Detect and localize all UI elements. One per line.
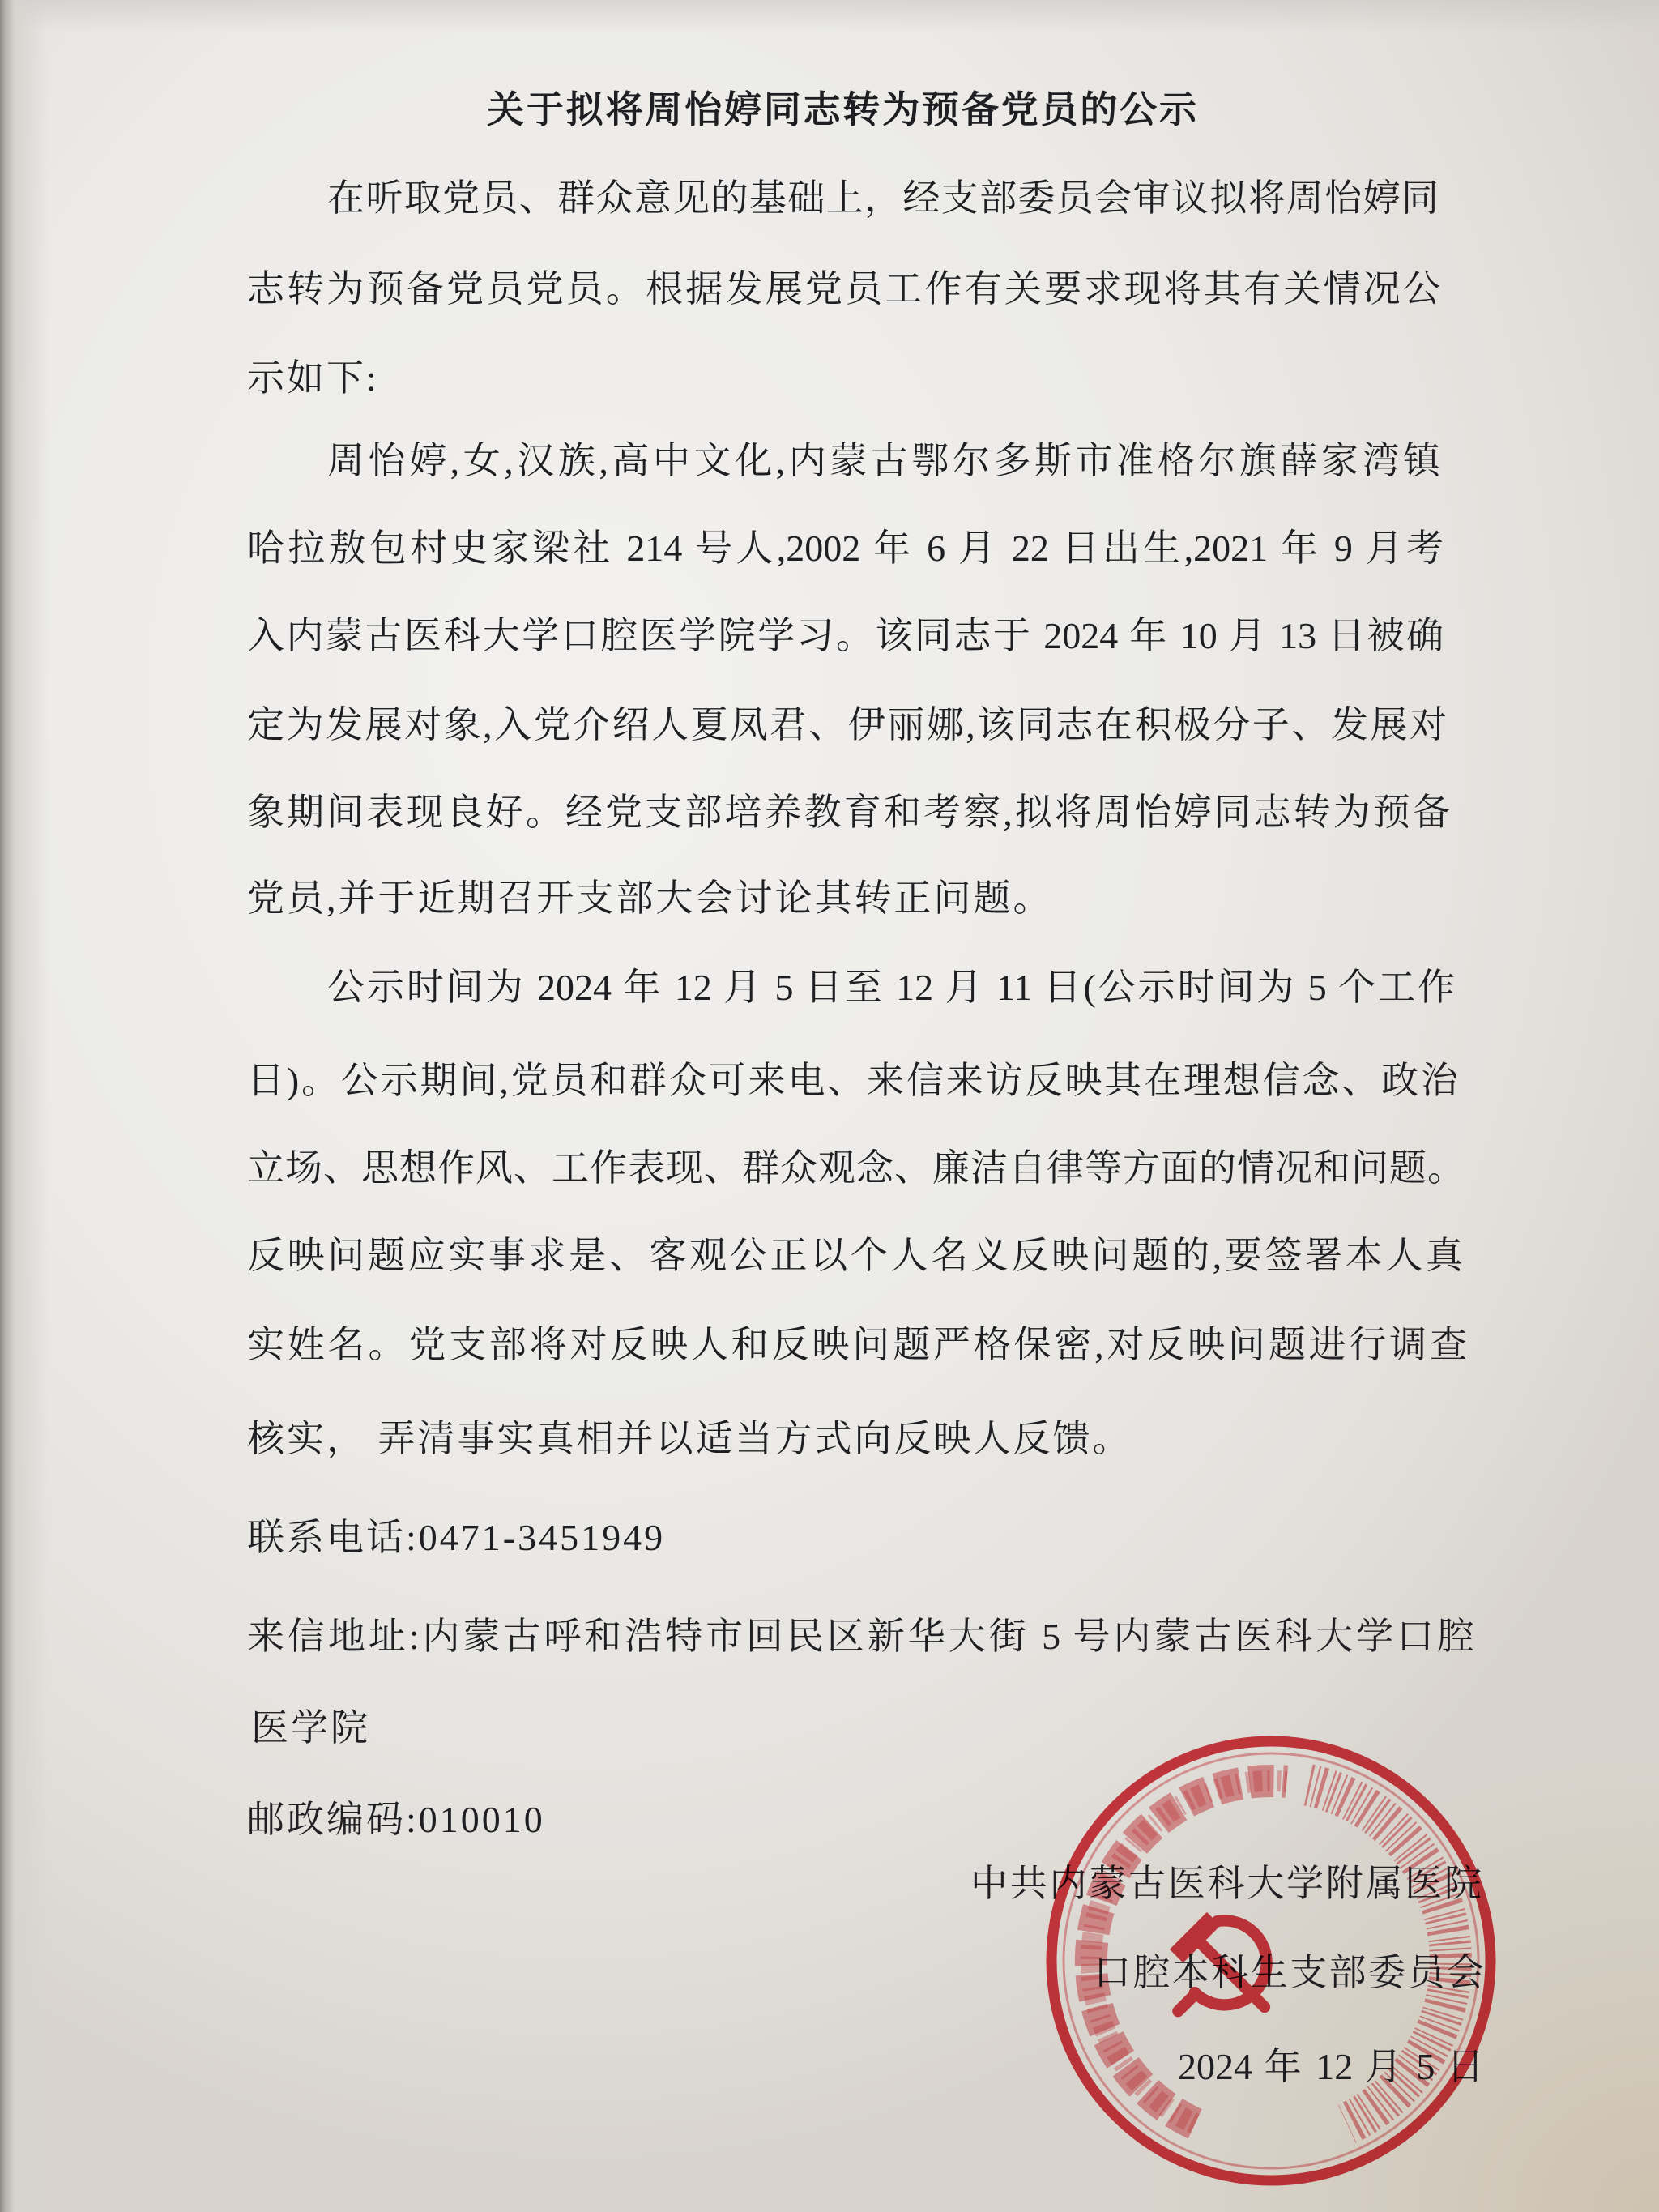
text-line: 志转为预备党员党员。根据发展党员工作有关要求现将其有关情况公 [247,268,1440,310]
text-line: 党员,并于近期召开支部大会讨论其转正问题。 [247,878,1053,919]
signature-date: 2024 年 12 月 5 日 [1178,2046,1484,2087]
text-line: 周怡婷,女,汉族,高中文化,内蒙古鄂尔多斯市准格尔旗薛家湾镇 [327,440,1440,481]
text-line: 入内蒙古医科大学口腔医学院学习。该同志于 2024 年 10 月 13 日被确 [247,615,1444,656]
contact-phone: 联系电话:0471-3451949 [247,1517,666,1558]
text-line: 反映问题应实事求是、客观公正以个人名义反映问题的,要签署本人真 [247,1235,1463,1276]
text-line: 示如下: [247,357,379,399]
document-title: 关于拟将周怡婷同志转为预备党员的公示 [487,89,1196,130]
text-line: 在听取党员、群众意见的基础上，经支部委员会审议拟将周怡婷同 [327,177,1439,219]
contact-postcode: 邮政编码:010010 [247,1799,545,1840]
signature-organization: 中共内蒙古医科大学附属医院 [970,1863,1482,1904]
text-line: 实姓名。党支部将对反映人和反映问题严格保密,对反映问题进行调查 [247,1324,1467,1365]
text-line: 公示时间为 2024 年 12 月 5 日至 12 月 11 日(公示时间为 5 个工作 [327,967,1455,1008]
hammer-and-sickle-icon [1170,1912,1267,2011]
contact-address: 来信地址:内蒙古呼和浩特市回民区新华大街 5 号内蒙古医科大学口腔 [247,1616,1474,1657]
text-line: 象期间表现良好。经党支部培养教育和考察,拟将周怡婷同志转为预备 [247,792,1450,833]
text-line: 核实， 弄清事实真相并以适当方式向反映人反馈。 [247,1418,1132,1459]
text-line: 立场、思想作风、工作表现、群众观念、廉洁自律等方面的情况和问题。 [247,1147,1465,1189]
text-line: 日)。公示期间,党员和群众可来电、来信来访反映其在理想信念、政治 [247,1060,1458,1101]
contact-address-continued: 医学院 [251,1707,370,1749]
official-seal [1044,1734,1498,2188]
text-line: 哈拉敖包村史家梁社 214 号人,2002 年 6 月 22 日出生,2021 年 9 月考 [247,527,1444,569]
text-line: 定为发展对象,入党介绍人夏凤君、伊丽娜,该同志在积极分子、发展对 [247,704,1447,745]
signature-committee: 口腔本科生支部委员会 [1094,1952,1484,1993]
